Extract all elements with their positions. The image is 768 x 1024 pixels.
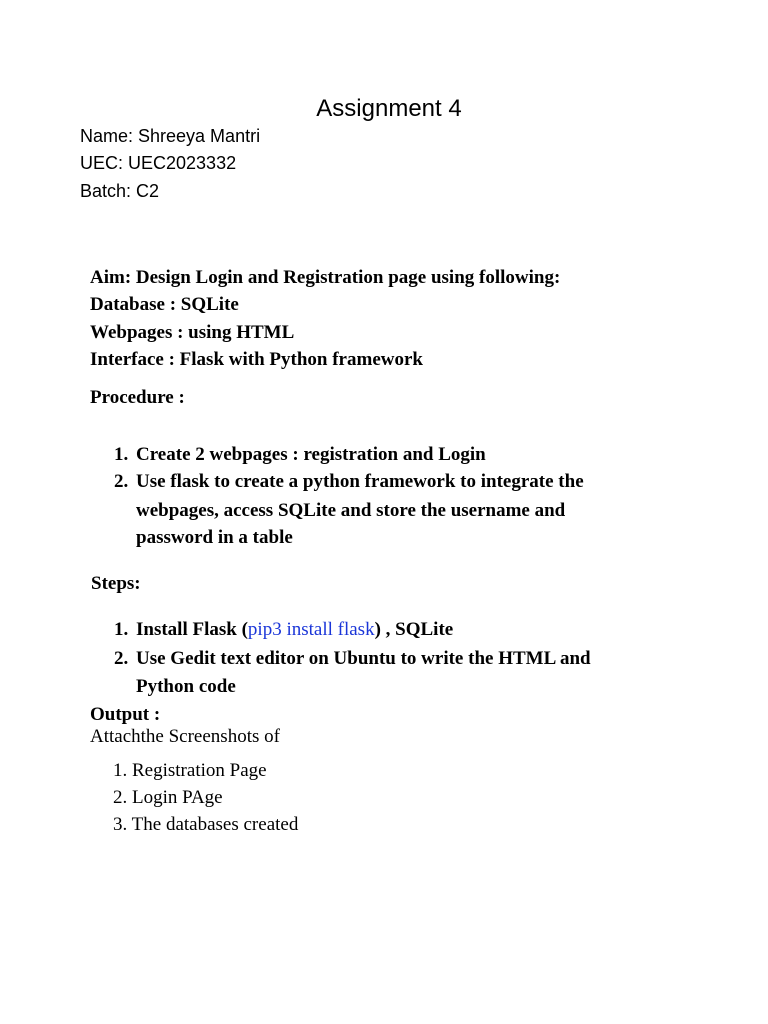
output-item: 1. Registration Page — [113, 760, 267, 781]
output-heading: Output : — [90, 704, 161, 725]
procedure-item-continuation: password in a table — [136, 527, 293, 548]
student-uec: UEC: UEC2023332 — [80, 153, 237, 173]
student-batch: Batch: C2 — [80, 181, 160, 201]
output-item: 3. The databases created — [113, 814, 299, 835]
webpages-line: Webpages : using HTML — [90, 322, 295, 343]
interface-line: Interface : Flask with Python framework — [90, 349, 423, 370]
procedure-heading: Procedure : — [90, 387, 185, 408]
procedure-item-continuation: webpages, access SQLite and store the username and — [136, 500, 566, 521]
procedure-item — [114, 470, 584, 494]
steps-heading: Steps: — [91, 573, 141, 594]
aim-line: Aim: Design Login and Registration page using following: — [90, 267, 561, 288]
steps-item-continuation: Python code — [136, 676, 236, 697]
procedure-item-number: 1. — [114, 444, 129, 465]
database-line: Database : SQLite — [90, 294, 239, 315]
procedure-item-number: 2. — [114, 471, 129, 492]
steps-item — [114, 647, 591, 671]
procedure-item-text: Create 2 webpages : registration and Login — [136, 444, 486, 465]
procedure-item — [114, 443, 486, 467]
procedure-item-text: Use flask to create a python framework to integrate the — [136, 471, 584, 492]
pip-install-link[interactable]: pip3 install flask — [247, 619, 375, 640]
steps-item-text: ) , SQLite — [374, 619, 454, 640]
steps-item-number: 2. — [114, 648, 129, 669]
steps-item-text: Use Gedit text editor on Ubuntu to write the HTML and — [136, 648, 591, 669]
output-intro: Attachthe Screenshots of — [90, 726, 280, 747]
steps-item — [114, 618, 453, 642]
document-title: Assignment 4 — [316, 95, 462, 122]
steps-item-number: 1. — [114, 619, 129, 640]
output-item: 2. Login PAge — [113, 787, 223, 808]
student-name: Name: Shreeya Mantri — [80, 126, 261, 146]
steps-item-text: Install Flask ( — [136, 619, 248, 640]
